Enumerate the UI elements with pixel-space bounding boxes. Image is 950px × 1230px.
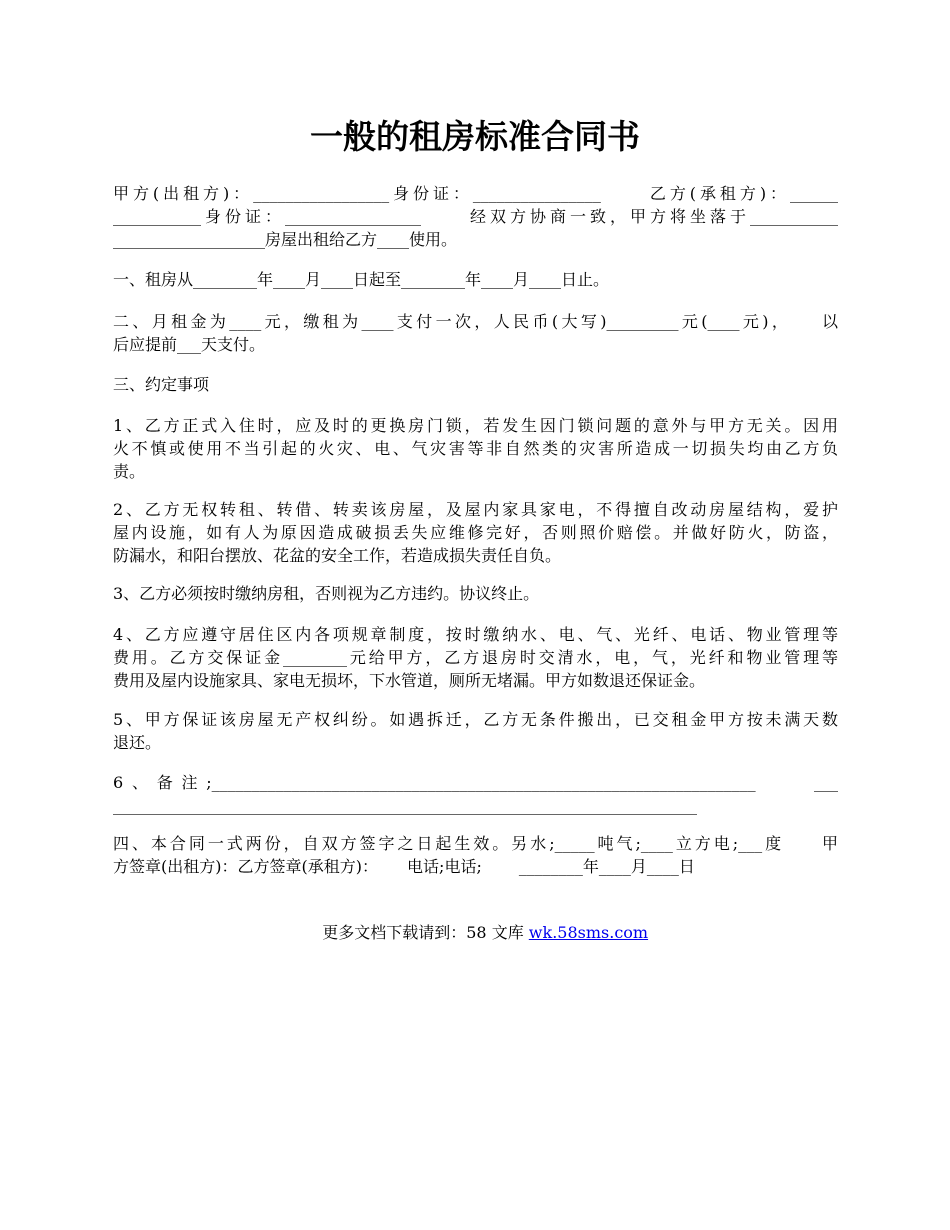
item-4-line-1: 4、乙方应遵守居住区内各项规章制度，按时缴纳水、电、气、光纤、电话、物业管理等 (113, 625, 838, 644)
clause-effective-line-2: 方签章(出租方)：乙方签章(承租方)： 电话;电话; ________年____月____日 (113, 857, 695, 876)
item-1-line-2: 火不慎或使用不当引起的火灾、电、气灾害等非自然类的灾害所造成一切损失均由乙方负 (113, 439, 838, 458)
clause-rent-amount-line-2: 后应提前___天支付。 (113, 335, 266, 354)
item-5-line-2: 退还。 (113, 733, 162, 752)
intro-line-1: 甲方(出租方)：_________________身份证：________________ 乙方(承租方)：______ (113, 184, 838, 203)
item-4-line-2: 费用。乙方交保证金________元给甲方，乙方退房时交清水，电，气，光纤和物业管理等 (113, 648, 838, 667)
item-2-line-3: 防漏水，和阳台摆放、花盆的安全工作，若造成损失责任自负。 (113, 546, 562, 565)
clause-rent-amount-line-1: 二、月租金为____元，缴租为____支付一次，人民币(大写)_________元(____元)， 以 (113, 312, 838, 331)
item-2-line-2: 屋内设施，如有人为原因造成破损丢失应维修完好，否则照价赔偿。并做好防火，防盗， (113, 523, 838, 542)
item-3: 3、乙方必须按时缴纳房租，否则视为乙方违约。协议终止。 (113, 584, 540, 603)
item-1-line-3: 责。 (113, 462, 146, 481)
clause-agreed-matters-heading: 三、约定事项 (113, 375, 210, 394)
item-6-remarks-line-1: 6、备注;____________________________________________________________________ ___ (113, 773, 838, 792)
intro-line-3: ___________________房屋出租给乙方____使用。 (113, 230, 458, 249)
footer-text: 更多文档下载请到：58 文库 (322, 923, 529, 942)
intro-line-2: ___________身份证：_________________ 经双方协商一致，甲方将坐落于___________ (113, 207, 838, 226)
item-6-remarks-line-2: _________________________________________________________________________ (113, 796, 697, 815)
page-title: 一般的租房标准合同书 (310, 117, 640, 156)
clause-rent-period: 一、租房从________年____月____日起至________年____月____日止。 (113, 270, 610, 289)
item-2-line-1: 2、乙方无权转租、转借、转卖该房屋，及屋内家具家电，不得擅自改动房屋结构，爱护 (113, 500, 838, 519)
item-5-line-1: 5、甲方保证该房屋无产权纠纷。如遇拆迁，乙方无条件搬出，已交租金甲方按未满天数 (113, 710, 838, 729)
footer (0, 897, 950, 969)
item-4-line-3: 费用及屋内设施家具、家电无损坏，下水管道，厕所无堵漏。甲方如数退还保证金。 (113, 671, 706, 690)
item-1-line-1: 1、乙方正式入住时，应及时的更换房门锁，若发生因门锁问题的意外与甲方无关。因用 (113, 416, 838, 435)
clause-effective-line-1: 四、本合同一式两份，自双方签字之日起生效。另水;_____吨气;____立方电;___度 甲 (113, 834, 838, 853)
footer-link[interactable]: wk.58sms.com (528, 923, 649, 942)
